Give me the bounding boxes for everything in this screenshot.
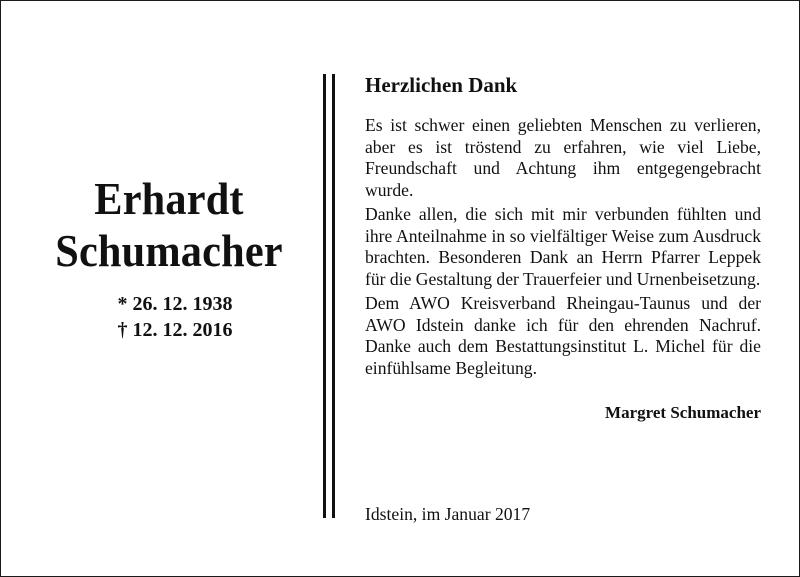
thanks-paragraph: Danke allen, die sich mit mir verbunden fühlten und ihre Anteilnahme in so vielfältiger Weise zum Ausdruck brachten. Besonderen Dank an Herrn Pfarrer Leppek für die Gestaltung der Trauerfeier und Urnenbeisetzung.	[365, 204, 761, 289]
deceased-block	[21, 173, 317, 343]
thanks-heading: Herzlichen Dank	[365, 73, 518, 97]
thanks-paragraph: Es ist schwer einen geliebten Menschen zu verlieren, aber es ist tröstend zu erfahren, wie viel Liebe, Freundschaft und Achtung ihm entgegengebracht wurde.	[365, 115, 761, 200]
divider-line	[323, 74, 326, 518]
signature: Margret Schumacher	[605, 403, 761, 422]
death-date: † 12. 12. 2016	[117, 319, 233, 341]
life-dates	[118, 291, 233, 343]
birth-date: * 26. 12. 1938	[117, 293, 233, 315]
deceased-first-name: Erhardt	[94, 173, 244, 224]
place-date: Idstein, im Januar 2017	[365, 504, 531, 524]
divider-line	[332, 74, 335, 518]
thanks-paragraph: Dem AWO Kreisverband Rheingau-Taunus und der AWO Idstein danke ich für den ehrenden Nachruf. Danke auch dem Bestattungsinstitut L. Michel für die einfühlsame Begleitung.	[365, 293, 761, 378]
deceased-last-name: Schumacher	[55, 225, 283, 276]
thanks-block	[365, 70, 761, 424]
